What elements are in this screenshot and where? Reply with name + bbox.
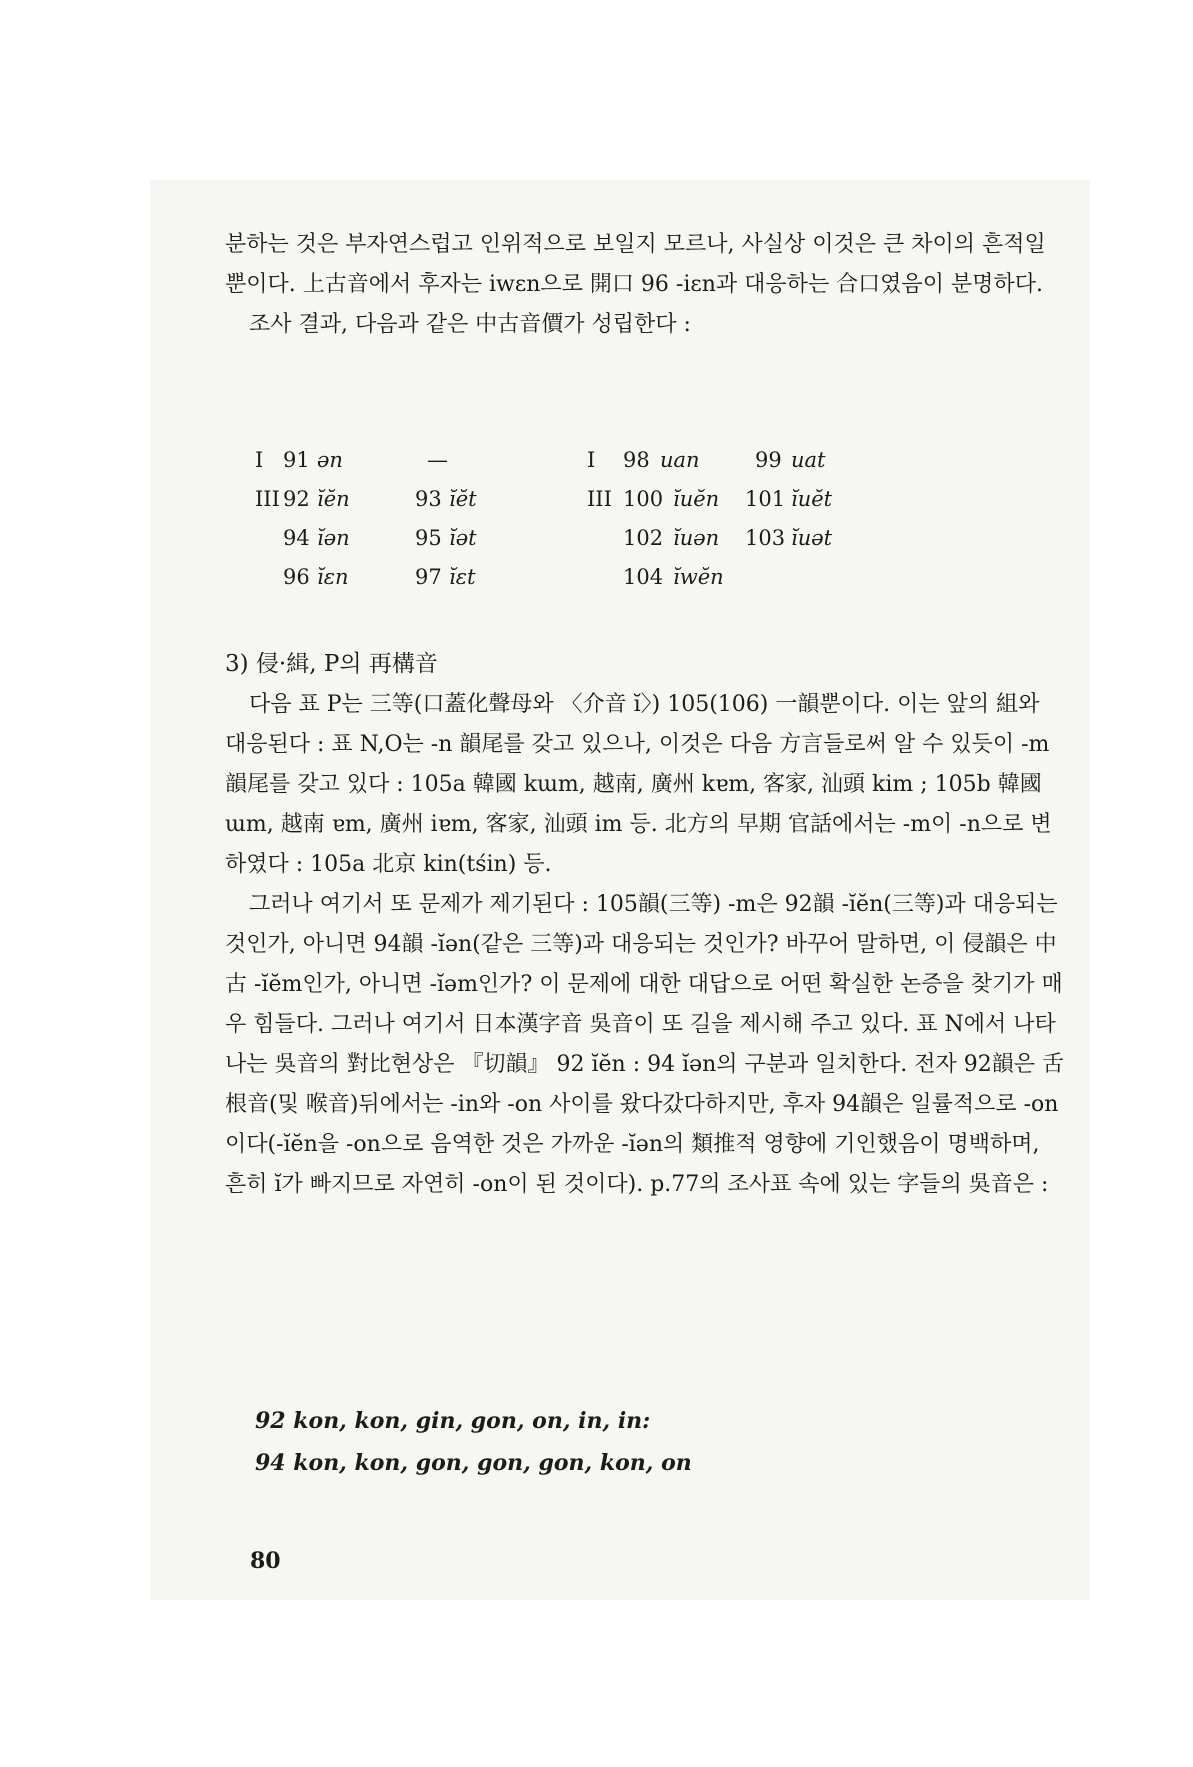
table-row: 94 ĭən 95 ĭət 102 ĭuən 103 ĭuət: [283, 526, 833, 550]
paragraph-qin-rhyme: 다음 표 P는 三等(口蓋化聲母와 〈介音 ĭ〉) 105(106) 一韻뿐이다. 이는 앞의 組와 대응된다 : 표 N,O는 -n 韻尾를 갖고 있으나, 이것은 다음 方言들로써 알 수 있듯이 -m 韻尾를 갖고 있다 : 105a 韓國 kɯm, 越南, 廣州 kɐm, 客家, 汕頭 kim ; 105b 韓國 ɯm, 越南 ɐm, 廣州 iɐm, 客家, 汕頭 im 등. 北方의 早期 官話에서는 -m이 -n으로 변하였다 : 105a 北京 kin(tśin) 등.: [225, 692, 1052, 877]
wu-readings-list: [255, 1400, 692, 1484]
page-number: 80: [250, 1548, 281, 1574]
example-line-94: 94 kon, kon, gon, gon, gon, kon, on: [255, 1450, 692, 1476]
example-line-92: 92 kon, kon, gin, gon, on, in, in:: [255, 1408, 651, 1434]
top-text: [225, 225, 1065, 345]
sound-value-table: [255, 448, 1015, 604]
table-row: III 92 ĭĕn 93 ĭĕt III 100 ĭuĕn 101 ĭuĕt: [255, 487, 833, 511]
table-row: I 91 ən — I 98 uan 99 uat: [255, 448, 826, 472]
body-text: [225, 685, 1065, 1205]
table-row: 96 ĭεn 97 ĭεt 104 ĭwĕn: [283, 565, 724, 589]
paragraph-problem: 그러나 여기서 또 문제가 제기된다 : 105韻(三等) -m은 92韻 -ĭĕn(三等)과 대응되는 것인가, 아니면 94韻 -ĭən(같은 三等)과 대응되는 것인가? 바꾸어 말하면, 이 侵韻은 中古 -ĭĕm인가, 아니면 -ĭəm인가? 이 문제에 대한 대답으로 어떤 확실한 논증을 찾기가 매우 힘들다. 그러나 여기서 日本漢字音 吳音이 또 길을 제시해 주고 있다. 표 N에서 나타나는 吳音의 對比현상은 『切韻』 92 ĭĕn : 94 ĭən의 구분과 일치한다. 전자 92韻은 舌根音(및 喉音)뒤에서는 -in와 -on 사이를 왔다갔다하지만, 후자 94韻은 일률적으로 -on이다(-ĭĕn을 -on으로 음역한 것은 가까운 -ĭən의 類推적 영향에 기인했음이 명백하며, 흔히 ĭ가 빠지므로 자연히 -on이 된 것이다). p.77의 조사표 속에 있는 字들의 吳音은 :: [225, 892, 1065, 1197]
paragraph-intro-table: 조사 결과, 다음과 같은 中古音價가 성립한다 :: [249, 312, 691, 337]
paragraph-continuation: 분하는 것은 부자연스럽고 인위적으로 보일지 모르나, 사실상 이것은 큰 차이의 흔적일 뿐이다. 上古音에서 후자는 iwεn으로 開口 96 -iεn과 대응하는 合口였음이 분명하다.: [225, 232, 1046, 297]
section-heading: 3) 侵·緝, P의 再構音: [225, 651, 438, 677]
